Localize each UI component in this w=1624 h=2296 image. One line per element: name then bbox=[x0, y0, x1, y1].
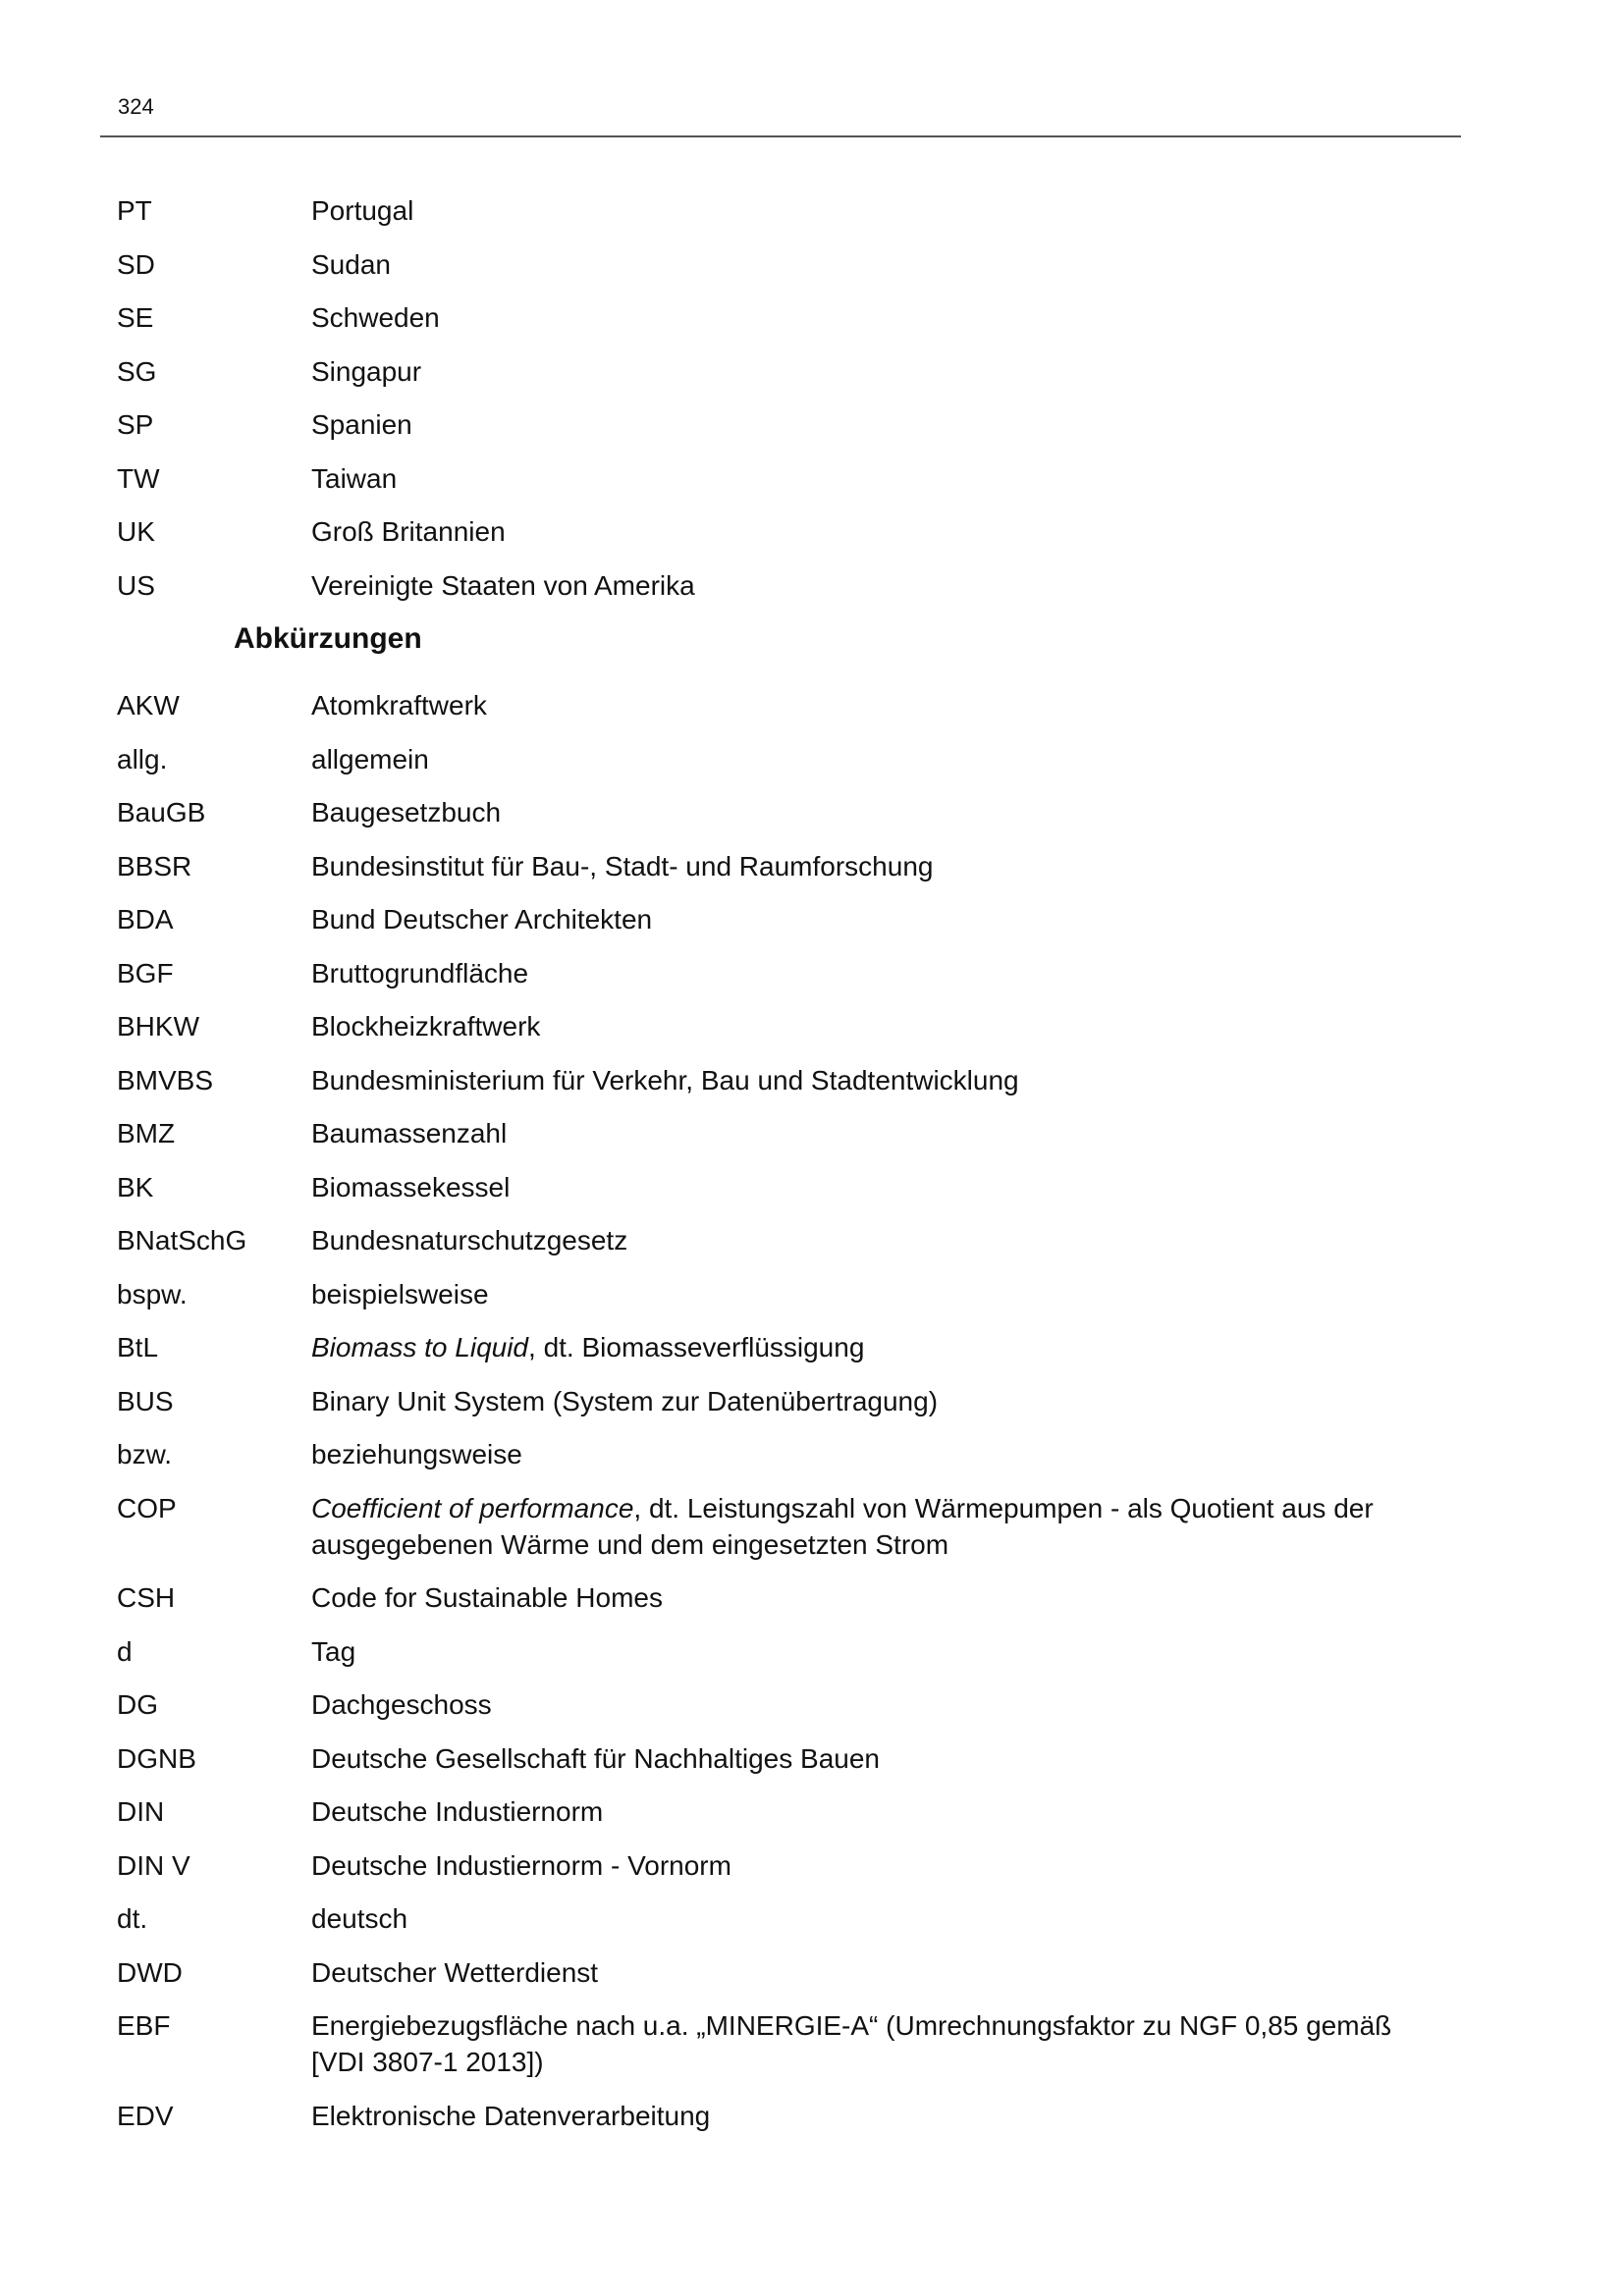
list-item bbox=[117, 1222, 1452, 1258]
list-item bbox=[117, 192, 1452, 229]
list-item bbox=[117, 1686, 1452, 1723]
list-item bbox=[117, 1740, 1452, 1777]
abbreviation: BGF bbox=[117, 957, 174, 988]
list-item bbox=[117, 1276, 1452, 1312]
definition bbox=[311, 1329, 1452, 1365]
definition: Spanien bbox=[311, 409, 412, 440]
definition: Deutsche Gesellschaft für Nachhaltiges Bauen bbox=[311, 1742, 880, 1774]
definition-italic: Coefficient of performance bbox=[311, 1492, 634, 1523]
list-item bbox=[117, 1436, 1452, 1472]
abbreviation: TW bbox=[117, 462, 160, 494]
abbreviation: BK bbox=[117, 1171, 154, 1202]
abbreviation: BMVBS bbox=[117, 1064, 214, 1095]
abbreviation: SG bbox=[117, 355, 157, 387]
definition: Energiebezugsfläche nach u.a. „MINERGIE-A“ (Umrechnungsfaktor zu NGF 0,85 gemäß [VDI 3807-1 2013]) bbox=[311, 2010, 1392, 2077]
list-item bbox=[117, 567, 1452, 604]
definition-rest: , dt. Biomasseverflüssigung bbox=[528, 1332, 865, 1362]
list-item bbox=[117, 299, 1452, 336]
list-item bbox=[117, 1383, 1452, 1419]
header-rule bbox=[100, 135, 1461, 137]
list-item bbox=[117, 1579, 1452, 1616]
abbreviation: EDV bbox=[117, 2100, 174, 2131]
list-item bbox=[117, 848, 1452, 884]
list-item bbox=[117, 513, 1452, 550]
definition: Elektronische Datenverarbeitung bbox=[311, 2100, 711, 2131]
definition bbox=[311, 1490, 1452, 1563]
abbreviation: DIN V bbox=[117, 1849, 190, 1881]
definition: Groß Britannien bbox=[311, 516, 506, 547]
list-item bbox=[117, 2098, 1452, 2134]
page-content bbox=[117, 192, 1452, 2151]
abbreviation: UK bbox=[117, 516, 155, 547]
page-number: 324 bbox=[118, 94, 154, 119]
abbreviation: DIN bbox=[117, 1796, 165, 1827]
list-item bbox=[117, 1115, 1452, 1151]
definition: Baumassenzahl bbox=[311, 1118, 508, 1148]
definition-rest: , dt. Leistungszahl von Wärmepumpen - als Quotient aus der ausgegebenen Wärme und dem eingesetzten Strom bbox=[311, 1492, 1374, 1560]
definition: Deutsche Industiernorm bbox=[311, 1796, 604, 1827]
definition: Schweden bbox=[311, 302, 440, 333]
country-list bbox=[117, 192, 1452, 604]
abbreviation: US bbox=[117, 569, 155, 601]
list-item bbox=[117, 1169, 1452, 1205]
definition: allgemein bbox=[311, 743, 429, 774]
list-item bbox=[117, 794, 1452, 830]
abbreviation: allg. bbox=[117, 743, 168, 774]
list-item bbox=[117, 246, 1452, 283]
list-item bbox=[117, 687, 1452, 723]
definition: Vereinigte Staaten von Amerika bbox=[311, 569, 695, 601]
definition: Baugesetzbuch bbox=[311, 797, 502, 828]
list-item bbox=[117, 1329, 1452, 1365]
section-heading: Abkürzungen bbox=[234, 622, 422, 655]
list-item bbox=[117, 1847, 1452, 1884]
definition-italic: Biomass to Liquid bbox=[311, 1332, 529, 1362]
definition: deutsch bbox=[311, 1903, 408, 1934]
definition: Bund Deutscher Architekten bbox=[311, 904, 653, 934]
list-item bbox=[117, 741, 1452, 777]
definition: beispielsweise bbox=[311, 1278, 489, 1309]
abbreviation-list bbox=[117, 687, 1452, 2134]
definition: Taiwan bbox=[311, 462, 398, 494]
abbreviation: DG bbox=[117, 1689, 158, 1720]
abbreviation: BDA bbox=[117, 904, 174, 934]
definition: beziehungsweise bbox=[311, 1439, 522, 1469]
definition: Bundesministerium für Verkehr, Bau und Stadtentwicklung bbox=[311, 1064, 1019, 1095]
abbreviation: BUS bbox=[117, 1385, 174, 1416]
abbreviation: dt. bbox=[117, 1903, 148, 1934]
list-item bbox=[117, 1008, 1452, 1044]
definition: Deutscher Wetterdienst bbox=[311, 1956, 599, 1988]
list-item bbox=[117, 1793, 1452, 1830]
list-item bbox=[117, 460, 1452, 497]
definition: Atomkraftwerk bbox=[311, 690, 487, 721]
definition: Bundesinstitut für Bau-, Stadt- und Raumforschung bbox=[311, 850, 934, 881]
definition: Singapur bbox=[311, 355, 422, 387]
list-item bbox=[117, 901, 1452, 937]
definition: Dachgeschoss bbox=[311, 1689, 492, 1720]
list-item bbox=[117, 955, 1452, 991]
abbreviation: SE bbox=[117, 302, 154, 333]
abbreviation: EBF bbox=[117, 2010, 171, 2041]
definition: Tag bbox=[311, 1635, 356, 1667]
abbreviation: bspw. bbox=[117, 1278, 188, 1309]
definition: Binary Unit System (System zur Datenübertragung) bbox=[311, 1385, 939, 1416]
definition: Blockheizkraftwerk bbox=[311, 1011, 541, 1041]
definition: Portugal bbox=[311, 195, 414, 226]
abbreviation: DWD bbox=[117, 1956, 183, 1988]
abbreviation: SP bbox=[117, 409, 154, 440]
definition: Biomassekessel bbox=[311, 1171, 511, 1202]
abbreviation: CSH bbox=[117, 1582, 176, 1613]
definition: Code for Sustainable Homes bbox=[311, 1582, 663, 1613]
list-item bbox=[117, 406, 1452, 443]
definition: Deutsche Industiernorm - Vornorm bbox=[311, 1849, 731, 1881]
abbreviation: DGNB bbox=[117, 1742, 196, 1774]
abbreviation: BBSR bbox=[117, 850, 192, 881]
abbreviation: BauGB bbox=[117, 797, 206, 828]
list-item bbox=[117, 353, 1452, 390]
list-item bbox=[117, 1900, 1452, 1937]
list-item bbox=[117, 1954, 1452, 1991]
list-item bbox=[117, 1490, 1452, 1563]
abbreviation: PT bbox=[117, 195, 152, 226]
abbreviation: BNatSchG bbox=[117, 1225, 247, 1255]
list-item bbox=[117, 1062, 1452, 1098]
list-item bbox=[117, 2007, 1452, 2080]
abbreviation: AKW bbox=[117, 690, 180, 721]
abbreviation: BMZ bbox=[117, 1118, 176, 1148]
definition: Sudan bbox=[311, 248, 391, 280]
abbreviation: BHKW bbox=[117, 1011, 199, 1041]
abbreviation: bzw. bbox=[117, 1439, 173, 1469]
abbreviation: d bbox=[117, 1635, 133, 1667]
definition: Bundesnaturschutzgesetz bbox=[311, 1225, 628, 1255]
definition: Bruttogrundfläche bbox=[311, 957, 529, 988]
abbreviation: SD bbox=[117, 248, 155, 280]
abbreviation: COP bbox=[117, 1492, 177, 1523]
list-item bbox=[117, 1633, 1452, 1670]
abbreviation: BtL bbox=[117, 1332, 159, 1362]
